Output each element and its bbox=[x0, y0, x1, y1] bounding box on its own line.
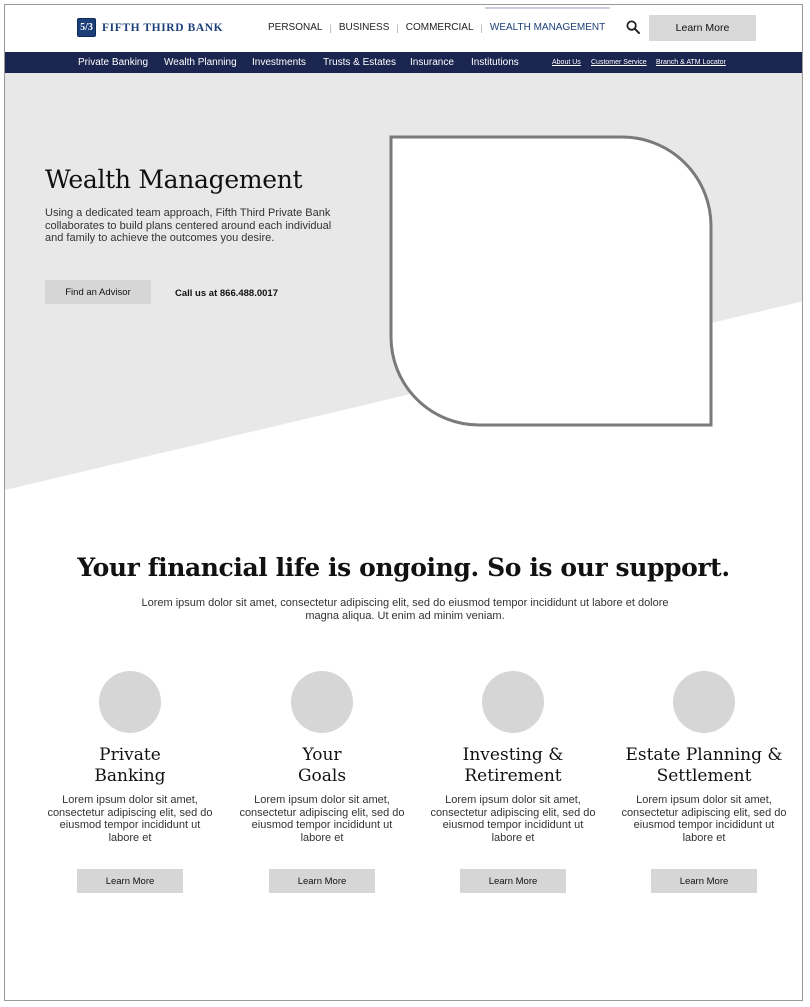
util-link-about-us[interactable]: About Us bbox=[552, 59, 581, 66]
segment-separator: | bbox=[329, 22, 332, 33]
logo-text: FIFTH THIRD BANK bbox=[102, 21, 224, 34]
card-image-placeholder bbox=[673, 671, 735, 733]
card-title bbox=[42, 745, 218, 787]
hero-title: Wealth Management bbox=[45, 165, 303, 194]
card-estate-planning bbox=[616, 671, 792, 893]
main-nav-bar bbox=[5, 52, 802, 73]
card-title-line: Retirement bbox=[464, 765, 562, 786]
card-description: Lorem ipsum dolor sit amet, consectetur adipiscing elit, sed do eiusmod tempor incididunt ut labore et bbox=[239, 794, 405, 844]
card-description: Lorem ipsum dolor sit amet, consectetur adipiscing elit, sed do eiusmod tempor incididunt ut labore et bbox=[621, 794, 787, 844]
support-description: Lorem ipsum dolor sit amet, consectetur adipiscing elit, sed do eiusmod tempor incididunt ut labore et dolore magna aliqua. Ut enim ad minim veniam. bbox=[141, 597, 669, 622]
card-title-line: Investing & bbox=[462, 745, 564, 765]
card-your-goals bbox=[234, 671, 410, 893]
card-title bbox=[616, 745, 792, 787]
card-learn-more-button[interactable]: Learn More bbox=[460, 869, 566, 893]
nav-item-investments[interactable]: Investments bbox=[252, 57, 306, 68]
util-link-branch-atm-locator[interactable]: Branch & ATM Locator bbox=[656, 59, 726, 66]
card-image-placeholder bbox=[291, 671, 353, 733]
card-title-line: Private bbox=[99, 745, 161, 765]
card-title bbox=[425, 745, 601, 787]
card-learn-more-button[interactable]: Learn More bbox=[269, 869, 375, 893]
nav-item-trusts-estates[interactable]: Trusts & Estates bbox=[323, 57, 396, 68]
nav-item-institutions[interactable]: Institutions bbox=[471, 57, 519, 68]
support-title: Your financial life is ongoing. So is our support. bbox=[77, 553, 730, 582]
segment-separator: | bbox=[480, 22, 483, 33]
call-us-phone[interactable]: Call us at 866.488.0017 bbox=[175, 288, 278, 299]
card-learn-more-button[interactable]: Learn More bbox=[651, 869, 757, 893]
card-private-banking bbox=[42, 671, 218, 893]
logo[interactable] bbox=[77, 18, 223, 37]
util-link-customer-service[interactable]: Customer Service bbox=[591, 59, 647, 66]
segment-separator: | bbox=[396, 22, 399, 33]
segment-wealth-management[interactable]: WEALTH MANAGEMENT bbox=[485, 22, 610, 33]
find-advisor-button[interactable]: Find an Advisor bbox=[45, 280, 151, 304]
top-header bbox=[5, 5, 802, 52]
nav-item-private-banking[interactable]: Private Banking bbox=[78, 57, 149, 68]
card-investing-retirement bbox=[425, 671, 601, 893]
card-learn-more-button[interactable]: Learn More bbox=[77, 869, 183, 893]
card-title-line: Banking bbox=[94, 765, 166, 786]
card-title bbox=[234, 745, 410, 787]
hero-description: Using a dedicated team approach, Fifth Third Private Bank collaborates to build plans centered around each individual and family to achieve the outcomes you desire. bbox=[45, 207, 332, 245]
header-learn-more-button[interactable]: Learn More bbox=[649, 15, 756, 41]
card-title-line: Your bbox=[302, 745, 342, 765]
nav-item-insurance[interactable]: Insurance bbox=[410, 57, 454, 68]
card-title-line: Estate Planning & bbox=[625, 745, 783, 765]
card-image-placeholder bbox=[482, 671, 544, 733]
segment-personal[interactable]: PERSONAL bbox=[268, 22, 323, 33]
hero-image-placeholder bbox=[391, 137, 711, 425]
card-title-line: Settlement bbox=[656, 765, 752, 786]
hero-section bbox=[5, 73, 802, 493]
search-icon[interactable] bbox=[626, 20, 640, 34]
segment-business[interactable]: BUSINESS bbox=[338, 22, 390, 33]
nav-item-wealth-planning[interactable]: Wealth Planning bbox=[164, 57, 237, 68]
card-image-placeholder bbox=[99, 671, 161, 733]
segment-commercial[interactable]: COMMERCIAL bbox=[405, 22, 474, 33]
card-description: Lorem ipsum dolor sit amet, consectetur adipiscing elit, sed do eiusmod tempor incididunt ut labore et bbox=[430, 794, 596, 844]
card-description: Lorem ipsum dolor sit amet, consectetur adipiscing elit, sed do eiusmod tempor incididunt ut labore et bbox=[47, 794, 213, 844]
logo-mark-icon: 5/3 bbox=[77, 18, 96, 37]
segment-nav bbox=[263, 22, 610, 33]
card-title-line: Goals bbox=[297, 765, 347, 786]
page-frame bbox=[4, 4, 803, 1001]
